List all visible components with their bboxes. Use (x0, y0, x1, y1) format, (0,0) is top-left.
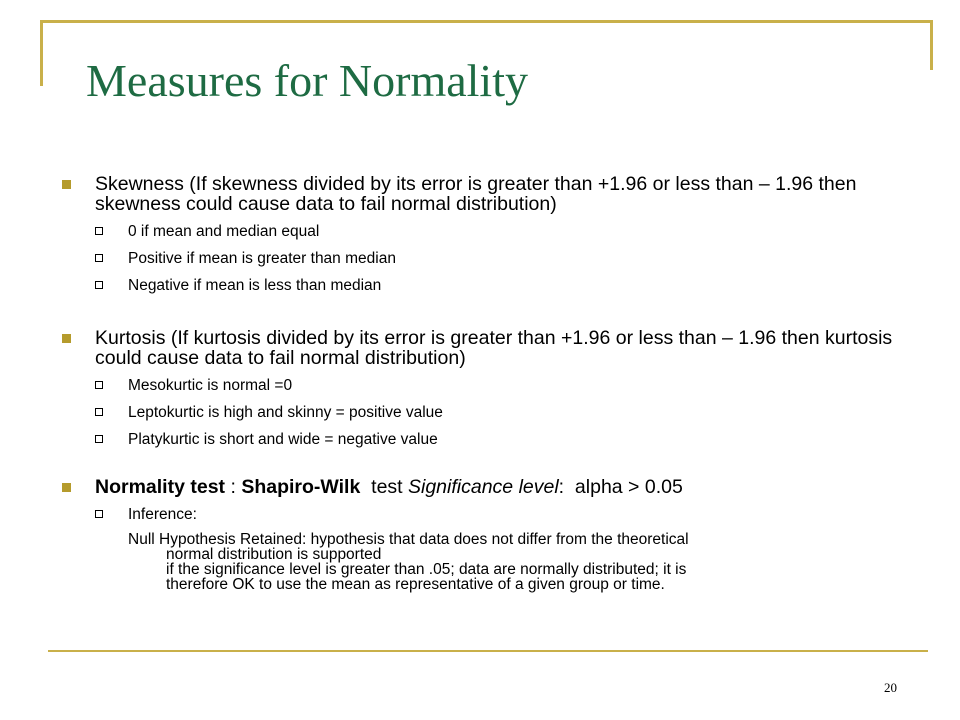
skewness-item: 0 if mean and median equal (62, 223, 902, 241)
inference-item: Inference: (62, 506, 902, 524)
hollow-square-bullet-icon (95, 510, 103, 518)
kurtosis-text: Kurtosis (If kurtosis divided by its error is greater than +1.96 or less than – 1.96 then kurtosis could cause data to fail normal distribution) (95, 327, 893, 369)
hollow-square-bullet-icon (95, 408, 103, 416)
hollow-square-bullet-icon (95, 227, 103, 235)
hollow-square-bullet-icon (95, 435, 103, 443)
skewness-item: Positive if mean is greater than median (62, 250, 902, 268)
skewness-item: Negative if mean is less than median (62, 277, 902, 295)
spacer (62, 295, 902, 328)
kurtosis-item: Platykurtic is short and wide = negative value (62, 431, 902, 449)
significance-value: : alpha > 0.05 (558, 476, 683, 498)
hollow-square-bullet-icon (95, 381, 103, 389)
bullet-kurtosis (62, 328, 902, 368)
bullet-skewness (62, 174, 902, 214)
kurtosis-item: Leptokurtic is high and skinny = positive value (62, 404, 902, 422)
square-bullet-icon (62, 483, 71, 492)
skewness-text: Skewness (If skewness divided by its error is greater than +1.96 or less than – 1.96 then skewness could cause data to fail normal distribution) (95, 173, 857, 215)
test-name: Shapiro-Wilk (241, 476, 361, 498)
slide-content (62, 174, 902, 592)
frame-right-rule (930, 20, 933, 70)
frame-bottom-rule (48, 650, 928, 652)
hollow-square-bullet-icon (95, 281, 103, 289)
hollow-square-bullet-icon (95, 254, 103, 262)
slide-title: Measures for Normality (86, 55, 528, 106)
null-hypothesis-text: Null Hypothesis Retained: hypothesis that data does not differ from the theoretical normal distribution is supported if the significance level is greater than .05; data are normally distributed; it is therefore OK to use the mean as representative of a given group or time. (128, 531, 689, 593)
bullet-normality-test (62, 477, 902, 497)
frame-top-rule (40, 20, 930, 23)
frame-left-rule (40, 20, 43, 86)
normality-mid: test (360, 476, 408, 498)
square-bullet-icon (62, 180, 71, 189)
kurtosis-item: Mesokurtic is normal =0 (62, 377, 902, 395)
spacer (62, 449, 902, 477)
square-bullet-icon (62, 334, 71, 343)
significance-label: Significance level (408, 476, 559, 498)
page-number: 20 (884, 680, 897, 695)
normality-sep: : (225, 476, 242, 498)
normality-test-label: Normality test (95, 476, 226, 498)
